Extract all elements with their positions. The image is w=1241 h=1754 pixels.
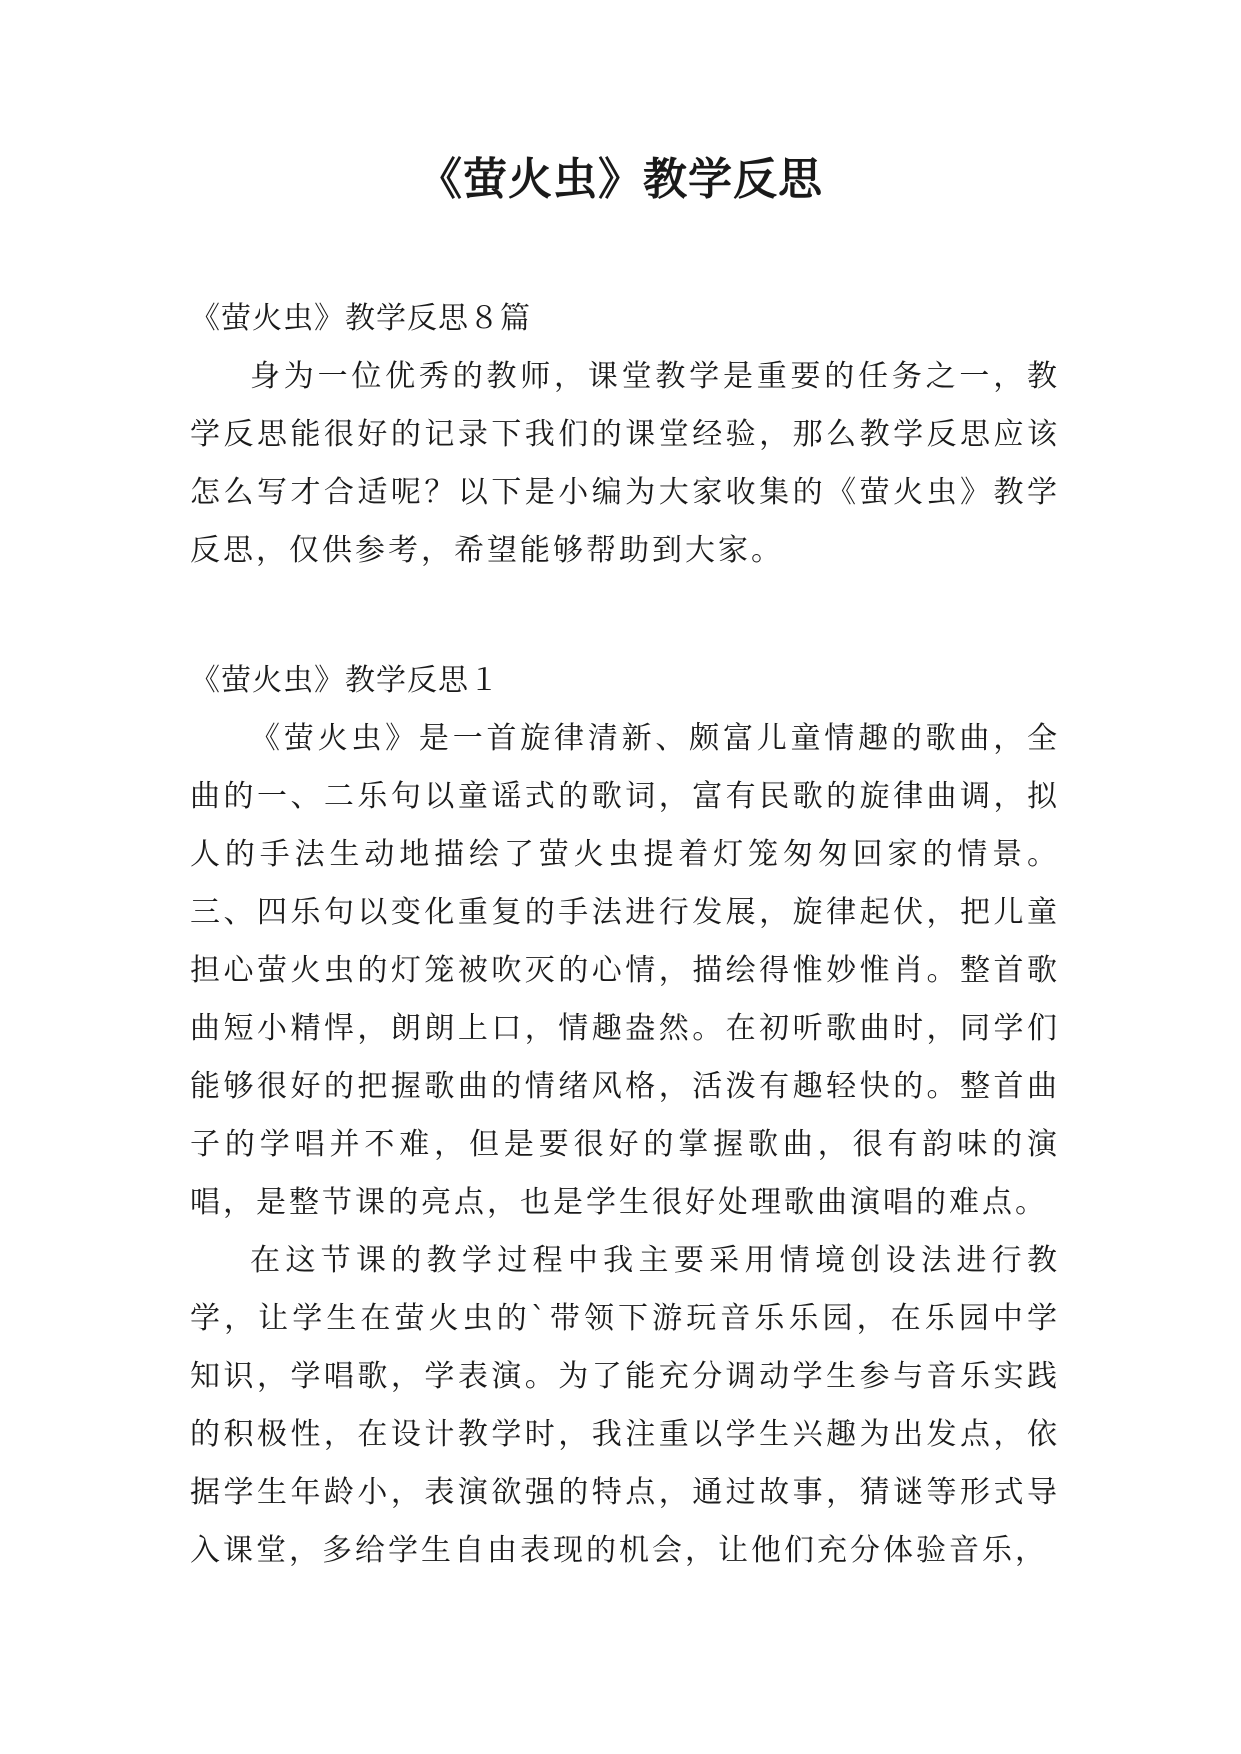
section-heading: 《萤火虫》教学反思１	[190, 663, 500, 698]
section-paragraph: 《萤火虫》是一首旋律清新、颇富儿童情趣的歌曲，全曲的一、二乐句以童谣式的歌词，富有民歌的旋律曲调，拟人的手法生动地描绘了萤火虫提着灯笼匆匆回家的情景。三、四乐句以变化重复的手法进行发展，旋律起伏，把儿童担心萤火虫的灯笼被吹灭的心情，描绘得惟妙惟肖。整首歌曲短小精悍，朗朗上口，情趣盎然。在初听歌曲时，同学们能够很好的把握歌曲的情绪风格，活泼有趣轻快的。整首曲子的学唱并不难，但是要很好的掌握歌曲，很有韵味的演唱，是整节课的亮点，也是学生很好处理歌曲演唱的难点。	[190, 721, 1060, 1220]
document-body	[190, 290, 1060, 1580]
section-paragraph: 在这节课的教学过程中我主要采用情境创设法进行教学，让学生在萤火虫的`带领下游玩音乐乐园，在乐园中学知识，学唱歌，学表演。为了能充分调动学生参与音乐实践的积极性，在设计教学时，我注重以学生兴趣为出发点，依据学生年龄小，表演欲强的特点，通过故事，猜谜等形式导入课堂，多给学生自由表现的机会，让他们充分体验音乐，	[190, 1243, 1060, 1568]
document-title: 《萤火虫》教学反思	[418, 154, 823, 205]
intro-paragraph: 身为一位优秀的教师，课堂教学是重要的任务之一，教学反思能很好的记录下我们的课堂经验，那么教学反思应该怎么写才合适呢？以下是小编为大家收集的《萤火虫》教学反思，仅供参考，希望能够帮助到大家。	[190, 359, 1060, 568]
section-1	[190, 652, 1060, 1580]
document-subtitle: 《萤火虫》教学反思８篇	[190, 301, 531, 336]
section-spacer	[190, 580, 1060, 638]
